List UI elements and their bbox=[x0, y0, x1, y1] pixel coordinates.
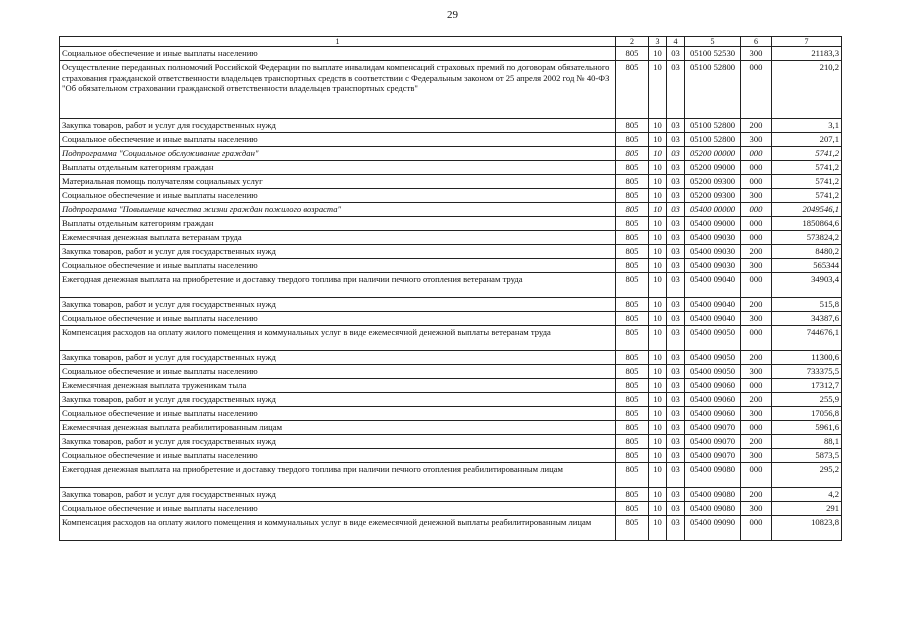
row-expense-type-code: 000 bbox=[741, 217, 772, 231]
table-body bbox=[60, 47, 842, 541]
table-row bbox=[60, 502, 842, 516]
row-expense-type-code: 200 bbox=[741, 245, 772, 259]
table-row bbox=[60, 61, 842, 119]
row-expense-type-code: 000 bbox=[741, 463, 772, 488]
row-expense-type-code: 300 bbox=[741, 365, 772, 379]
row-expense-type-code: 000 bbox=[741, 203, 772, 217]
row-name: Социальное обеспечение и иные выплаты населению bbox=[60, 189, 616, 203]
row-name: Подпрограмма "Повышение качества жизни граждан пожилого возраста" bbox=[60, 203, 616, 217]
row-name: Закупка товаров, работ и услуг для государственных нужд bbox=[60, 298, 616, 312]
row-expense-type-code: 200 bbox=[741, 435, 772, 449]
row-target-article-code: 05400 09030 bbox=[685, 245, 741, 259]
row-target-article-code: 05200 00000 bbox=[685, 147, 741, 161]
column-header: 5 bbox=[685, 37, 741, 47]
row-target-article-code: 05400 09040 bbox=[685, 273, 741, 298]
row-grbs-code: 805 bbox=[616, 298, 649, 312]
row-name: Компенсация расходов на оплату жилого помещения и коммунальных услуг в виде ежемесячной денежной выплаты ветеранам труда bbox=[60, 326, 616, 351]
row-subsection-code: 03 bbox=[667, 161, 685, 175]
row-expense-type-code: 300 bbox=[741, 312, 772, 326]
table-row bbox=[60, 203, 842, 217]
row-name: Социальное обеспечение и иные выплаты населению bbox=[60, 133, 616, 147]
row-amount: 744676,1 bbox=[772, 326, 842, 351]
row-expense-type-code: 300 bbox=[741, 189, 772, 203]
row-name: Подпрограмма "Социальное обслуживание граждан" bbox=[60, 147, 616, 161]
row-target-article-code: 05100 52800 bbox=[685, 61, 741, 119]
row-name: Закупка товаров, работ и услуг для государственных нужд bbox=[60, 245, 616, 259]
row-name: Социальное обеспечение и иные выплаты населению bbox=[60, 407, 616, 421]
table-row bbox=[60, 119, 842, 133]
row-expense-type-code: 000 bbox=[741, 516, 772, 541]
row-name: Закупка товаров, работ и услуг для государственных нужд bbox=[60, 488, 616, 502]
table-row bbox=[60, 449, 842, 463]
row-target-article-code: 05100 52800 bbox=[685, 119, 741, 133]
row-name: Компенсация расходов на оплату жилого помещения и коммунальных услуг в виде ежемесячной денежной выплаты реабилитированным лицам bbox=[60, 516, 616, 541]
row-grbs-code: 805 bbox=[616, 245, 649, 259]
row-subsection-code: 03 bbox=[667, 449, 685, 463]
row-grbs-code: 805 bbox=[616, 259, 649, 273]
table-row bbox=[60, 133, 842, 147]
table-row bbox=[60, 231, 842, 245]
row-name: Ежемесячная денежная выплата ветеранам труда bbox=[60, 231, 616, 245]
row-name: Социальное обеспечение и иные выплаты населению bbox=[60, 47, 616, 61]
row-subsection-code: 03 bbox=[667, 463, 685, 488]
row-subsection-code: 03 bbox=[667, 365, 685, 379]
row-amount: 5741,2 bbox=[772, 161, 842, 175]
row-section-code: 10 bbox=[649, 407, 667, 421]
row-target-article-code: 05400 09030 bbox=[685, 231, 741, 245]
table-row bbox=[60, 259, 842, 273]
row-section-code: 10 bbox=[649, 61, 667, 119]
row-target-article-code: 05400 09060 bbox=[685, 379, 741, 393]
row-amount: 210,2 bbox=[772, 61, 842, 119]
row-target-article-code: 05400 09070 bbox=[685, 421, 741, 435]
row-subsection-code: 03 bbox=[667, 273, 685, 298]
table-row bbox=[60, 175, 842, 189]
row-subsection-code: 03 bbox=[667, 245, 685, 259]
row-grbs-code: 805 bbox=[616, 407, 649, 421]
row-target-article-code: 05400 09080 bbox=[685, 502, 741, 516]
table-row bbox=[60, 312, 842, 326]
row-section-code: 10 bbox=[649, 379, 667, 393]
row-name: Социальное обеспечение и иные выплаты населению bbox=[60, 312, 616, 326]
row-name: Социальное обеспечение и иные выплаты населению bbox=[60, 365, 616, 379]
row-amount: 11300,6 bbox=[772, 351, 842, 365]
row-section-code: 10 bbox=[649, 175, 667, 189]
row-expense-type-code: 000 bbox=[741, 147, 772, 161]
row-section-code: 10 bbox=[649, 502, 667, 516]
row-subsection-code: 03 bbox=[667, 189, 685, 203]
row-target-article-code: 05200 09300 bbox=[685, 175, 741, 189]
row-section-code: 10 bbox=[649, 161, 667, 175]
table-row bbox=[60, 421, 842, 435]
row-target-article-code: 05100 52800 bbox=[685, 133, 741, 147]
row-target-article-code: 05400 09050 bbox=[685, 351, 741, 365]
row-grbs-code: 805 bbox=[616, 379, 649, 393]
row-section-code: 10 bbox=[649, 147, 667, 161]
row-expense-type-code: 200 bbox=[741, 298, 772, 312]
column-header: 2 bbox=[616, 37, 649, 47]
row-expense-type-code: 000 bbox=[741, 61, 772, 119]
table-row bbox=[60, 273, 842, 298]
row-expense-type-code: 200 bbox=[741, 351, 772, 365]
column-header: 1 bbox=[60, 37, 616, 47]
row-amount: 17312,7 bbox=[772, 379, 842, 393]
row-expense-type-code: 300 bbox=[741, 259, 772, 273]
row-section-code: 10 bbox=[649, 365, 667, 379]
row-name: Социальное обеспечение и иные выплаты населению bbox=[60, 259, 616, 273]
table-row bbox=[60, 365, 842, 379]
row-target-article-code: 05400 09050 bbox=[685, 326, 741, 351]
table-row bbox=[60, 47, 842, 61]
row-subsection-code: 03 bbox=[667, 421, 685, 435]
row-grbs-code: 805 bbox=[616, 421, 649, 435]
budget-table bbox=[59, 36, 842, 541]
row-target-article-code: 05200 09000 bbox=[685, 161, 741, 175]
row-section-code: 10 bbox=[649, 435, 667, 449]
row-grbs-code: 805 bbox=[616, 47, 649, 61]
page-number: 29 bbox=[447, 9, 458, 21]
row-section-code: 10 bbox=[649, 326, 667, 351]
row-section-code: 10 bbox=[649, 203, 667, 217]
table-header-row bbox=[60, 37, 842, 47]
row-amount: 17056,8 bbox=[772, 407, 842, 421]
row-grbs-code: 805 bbox=[616, 119, 649, 133]
row-subsection-code: 03 bbox=[667, 488, 685, 502]
row-subsection-code: 03 bbox=[667, 312, 685, 326]
row-grbs-code: 805 bbox=[616, 175, 649, 189]
row-amount: 5961,6 bbox=[772, 421, 842, 435]
row-target-article-code: 05400 09060 bbox=[685, 393, 741, 407]
row-grbs-code: 805 bbox=[616, 365, 649, 379]
table-row bbox=[60, 326, 842, 351]
row-section-code: 10 bbox=[649, 351, 667, 365]
row-target-article-code: 05400 09050 bbox=[685, 365, 741, 379]
row-amount: 295,2 bbox=[772, 463, 842, 488]
row-section-code: 10 bbox=[649, 393, 667, 407]
row-amount: 565344 bbox=[772, 259, 842, 273]
row-grbs-code: 805 bbox=[616, 516, 649, 541]
column-header: 4 bbox=[667, 37, 685, 47]
row-subsection-code: 03 bbox=[667, 175, 685, 189]
row-target-article-code: 05400 09080 bbox=[685, 488, 741, 502]
row-amount: 207,1 bbox=[772, 133, 842, 147]
row-amount: 515,8 bbox=[772, 298, 842, 312]
row-amount: 4,2 bbox=[772, 488, 842, 502]
table-row bbox=[60, 393, 842, 407]
row-expense-type-code: 300 bbox=[741, 502, 772, 516]
row-grbs-code: 805 bbox=[616, 488, 649, 502]
table-row bbox=[60, 298, 842, 312]
row-name: Выплаты отдельным категориям граждан bbox=[60, 161, 616, 175]
row-grbs-code: 805 bbox=[616, 189, 649, 203]
row-subsection-code: 03 bbox=[667, 407, 685, 421]
row-subsection-code: 03 bbox=[667, 147, 685, 161]
row-section-code: 10 bbox=[649, 312, 667, 326]
table-row bbox=[60, 245, 842, 259]
row-grbs-code: 805 bbox=[616, 326, 649, 351]
row-grbs-code: 805 bbox=[616, 312, 649, 326]
row-subsection-code: 03 bbox=[667, 516, 685, 541]
row-subsection-code: 03 bbox=[667, 393, 685, 407]
row-expense-type-code: 000 bbox=[741, 231, 772, 245]
row-grbs-code: 805 bbox=[616, 147, 649, 161]
row-grbs-code: 805 bbox=[616, 161, 649, 175]
table-row bbox=[60, 217, 842, 231]
row-amount: 1850864,6 bbox=[772, 217, 842, 231]
row-target-article-code: 05400 09090 bbox=[685, 516, 741, 541]
row-expense-type-code: 000 bbox=[741, 421, 772, 435]
row-expense-type-code: 200 bbox=[741, 488, 772, 502]
row-grbs-code: 805 bbox=[616, 502, 649, 516]
row-section-code: 10 bbox=[649, 47, 667, 61]
row-grbs-code: 805 bbox=[616, 463, 649, 488]
row-amount: 34387,6 bbox=[772, 312, 842, 326]
row-grbs-code: 805 bbox=[616, 273, 649, 298]
row-expense-type-code: 300 bbox=[741, 407, 772, 421]
row-amount: 5741,2 bbox=[772, 175, 842, 189]
row-section-code: 10 bbox=[649, 421, 667, 435]
row-grbs-code: 805 bbox=[616, 393, 649, 407]
row-name: Материальная помощь получателям социальных услуг bbox=[60, 175, 616, 189]
row-section-code: 10 bbox=[649, 463, 667, 488]
row-expense-type-code: 000 bbox=[741, 175, 772, 189]
row-name: Социальное обеспечение и иные выплаты населению bbox=[60, 449, 616, 463]
row-amount: 2049546,1 bbox=[772, 203, 842, 217]
row-subsection-code: 03 bbox=[667, 231, 685, 245]
row-grbs-code: 805 bbox=[616, 435, 649, 449]
column-header: 6 bbox=[741, 37, 772, 47]
row-expense-type-code: 300 bbox=[741, 449, 772, 463]
row-name: Выплаты отдельным категориям граждан bbox=[60, 217, 616, 231]
row-target-article-code: 05200 09300 bbox=[685, 189, 741, 203]
row-section-code: 10 bbox=[649, 273, 667, 298]
row-name: Осуществление переданных полномочий Российской Федерации по выплате инвалидам компенсаций страховых премий по договорам обязательного страхования гражданской ответственности владельцев транспортных средств в соответствии с Федеральным законом от 25 апреля 2002 год № 40-ФЗ "Об обязательном страховании гражданской ответственности владельцев транспортных средств" bbox=[60, 61, 616, 119]
row-section-code: 10 bbox=[649, 189, 667, 203]
row-subsection-code: 03 bbox=[667, 217, 685, 231]
row-target-article-code: 05100 52530 bbox=[685, 47, 741, 61]
row-target-article-code: 05400 09040 bbox=[685, 298, 741, 312]
table-row bbox=[60, 147, 842, 161]
row-subsection-code: 03 bbox=[667, 259, 685, 273]
table-row bbox=[60, 161, 842, 175]
column-header: 7 bbox=[772, 37, 842, 47]
row-name: Закупка товаров, работ и услуг для государственных нужд bbox=[60, 351, 616, 365]
row-expense-type-code: 200 bbox=[741, 119, 772, 133]
row-subsection-code: 03 bbox=[667, 379, 685, 393]
row-amount: 3,1 bbox=[772, 119, 842, 133]
row-subsection-code: 03 bbox=[667, 203, 685, 217]
row-name: Ежегодная денежная выплата на приобретение и доставку твердого топлива при наличии печного отопления ветеранам труда bbox=[60, 273, 616, 298]
row-expense-type-code: 000 bbox=[741, 161, 772, 175]
row-subsection-code: 03 bbox=[667, 502, 685, 516]
row-target-article-code: 05400 09060 bbox=[685, 407, 741, 421]
row-subsection-code: 03 bbox=[667, 351, 685, 365]
row-target-article-code: 05400 09040 bbox=[685, 312, 741, 326]
row-grbs-code: 805 bbox=[616, 217, 649, 231]
row-expense-type-code: 300 bbox=[741, 133, 772, 147]
row-name: Ежегодная денежная выплата на приобретение и доставку твердого топлива при наличии печного отопления реабилитированным лицам bbox=[60, 463, 616, 488]
row-name: Ежемесячная денежная выплата реабилитированным лицам bbox=[60, 421, 616, 435]
row-section-code: 10 bbox=[649, 245, 667, 259]
row-subsection-code: 03 bbox=[667, 298, 685, 312]
row-subsection-code: 03 bbox=[667, 119, 685, 133]
row-section-code: 10 bbox=[649, 488, 667, 502]
row-section-code: 10 bbox=[649, 133, 667, 147]
row-amount: 88,1 bbox=[772, 435, 842, 449]
table-row bbox=[60, 463, 842, 488]
table-row bbox=[60, 379, 842, 393]
row-subsection-code: 03 bbox=[667, 326, 685, 351]
row-target-article-code: 05400 09030 bbox=[685, 259, 741, 273]
row-grbs-code: 805 bbox=[616, 133, 649, 147]
row-subsection-code: 03 bbox=[667, 61, 685, 119]
row-name: Закупка товаров, работ и услуг для государственных нужд bbox=[60, 119, 616, 133]
row-target-article-code: 05400 09000 bbox=[685, 217, 741, 231]
row-amount: 10823,8 bbox=[772, 516, 842, 541]
row-section-code: 10 bbox=[649, 449, 667, 463]
row-name: Социальное обеспечение и иные выплаты населению bbox=[60, 502, 616, 516]
row-expense-type-code: 200 bbox=[741, 393, 772, 407]
table-row bbox=[60, 407, 842, 421]
row-amount: 255,9 bbox=[772, 393, 842, 407]
row-name: Закупка товаров, работ и услуг для государственных нужд bbox=[60, 393, 616, 407]
row-amount: 291 bbox=[772, 502, 842, 516]
row-subsection-code: 03 bbox=[667, 47, 685, 61]
row-subsection-code: 03 bbox=[667, 133, 685, 147]
row-grbs-code: 805 bbox=[616, 203, 649, 217]
row-section-code: 10 bbox=[649, 298, 667, 312]
row-amount: 8480,2 bbox=[772, 245, 842, 259]
row-amount: 733375,5 bbox=[772, 365, 842, 379]
row-grbs-code: 805 bbox=[616, 231, 649, 245]
row-section-code: 10 bbox=[649, 231, 667, 245]
row-section-code: 10 bbox=[649, 217, 667, 231]
row-amount: 21183,3 bbox=[772, 47, 842, 61]
row-expense-type-code: 300 bbox=[741, 47, 772, 61]
row-grbs-code: 805 bbox=[616, 351, 649, 365]
row-amount: 573824,2 bbox=[772, 231, 842, 245]
row-target-article-code: 05400 00000 bbox=[685, 203, 741, 217]
table-row bbox=[60, 189, 842, 203]
row-target-article-code: 05400 09080 bbox=[685, 463, 741, 488]
table-row bbox=[60, 488, 842, 502]
row-name: Закупка товаров, работ и услуг для государственных нужд bbox=[60, 435, 616, 449]
row-expense-type-code: 000 bbox=[741, 326, 772, 351]
column-header: 3 bbox=[649, 37, 667, 47]
row-amount: 5741,2 bbox=[772, 147, 842, 161]
row-expense-type-code: 000 bbox=[741, 379, 772, 393]
row-amount: 5741,2 bbox=[772, 189, 842, 203]
table-row bbox=[60, 435, 842, 449]
row-subsection-code: 03 bbox=[667, 435, 685, 449]
row-expense-type-code: 000 bbox=[741, 273, 772, 298]
row-amount: 34903,4 bbox=[772, 273, 842, 298]
row-target-article-code: 05400 09070 bbox=[685, 449, 741, 463]
row-section-code: 10 bbox=[649, 119, 667, 133]
table-row bbox=[60, 351, 842, 365]
table-row bbox=[60, 516, 842, 541]
row-name: Ежемесячная денежная выплата труженикам тыла bbox=[60, 379, 616, 393]
row-amount: 5873,5 bbox=[772, 449, 842, 463]
row-grbs-code: 805 bbox=[616, 449, 649, 463]
row-section-code: 10 bbox=[649, 259, 667, 273]
row-grbs-code: 805 bbox=[616, 61, 649, 119]
row-section-code: 10 bbox=[649, 516, 667, 541]
row-target-article-code: 05400 09070 bbox=[685, 435, 741, 449]
